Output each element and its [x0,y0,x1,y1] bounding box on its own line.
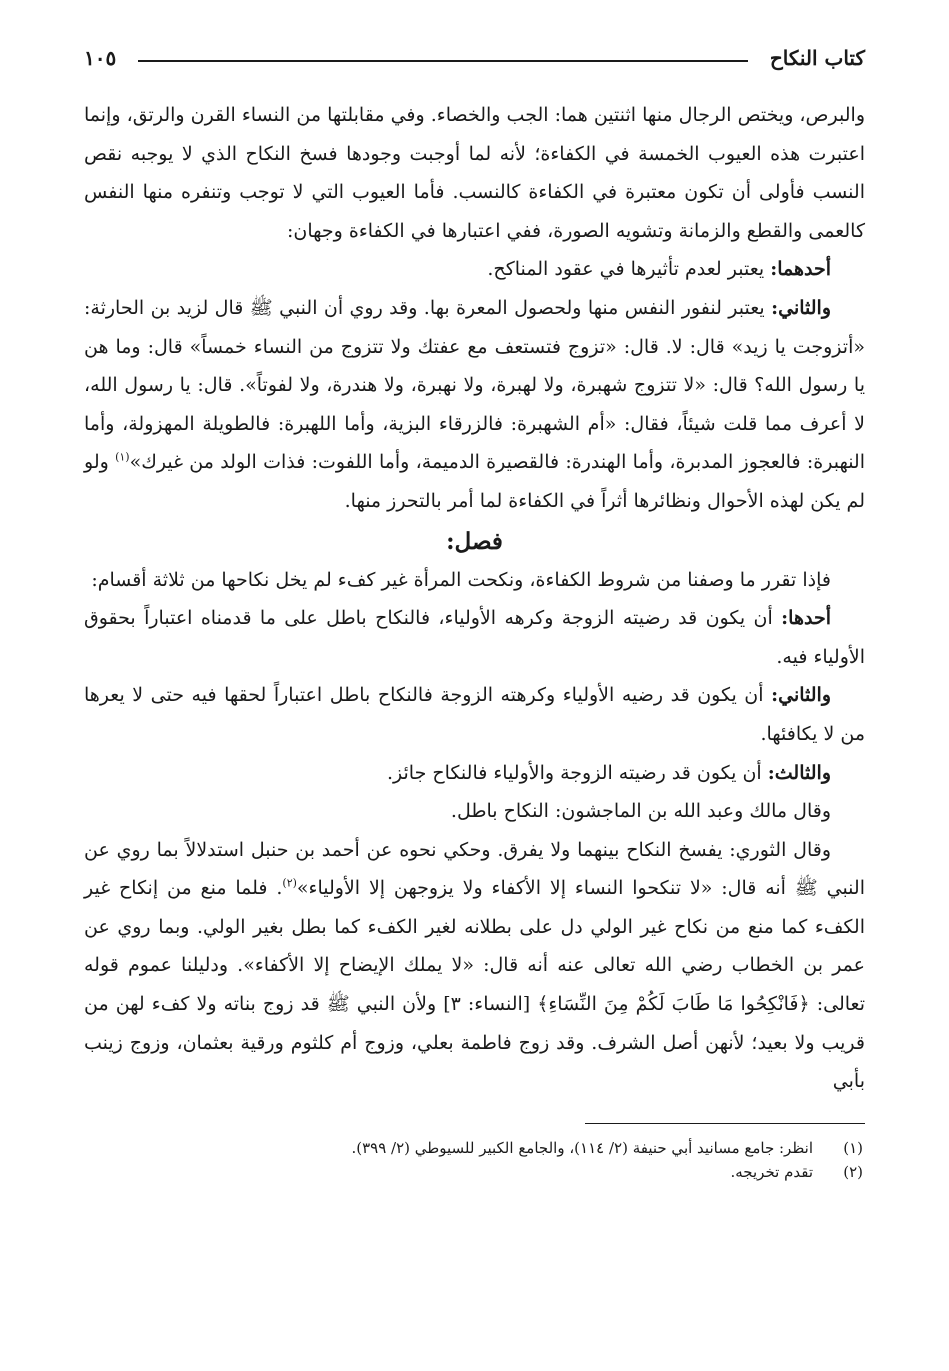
term-label: والثاني: [771,296,831,319]
term-label: والثالث: [767,761,831,784]
section-heading: فصل: [446,527,503,555]
footnote-text: تقدم تخريجه. [730,1162,813,1181]
term-label: والثاني: [771,684,831,707]
paragraph: والثاني: أن يكون قد رضيه الأولياء وكرهته الزوجة فالنكاح باطل اعتباراً لحقها فيه حتى لا يعرها من لا يكافئها. [84,684,865,745]
term-label: أحدهما: [770,258,831,281]
page-number: ١٠٥ [84,46,117,70]
footnote [84,1160,865,1184]
paragraph: وقال مالك وعبد الله بن الماجشون: النكاح باطل. [450,800,831,823]
footnote-ref: (٢) [282,876,297,890]
paragraph: أحدها: أن يكون قد رضيته الزوجة وكرهه الأولياء، فالنكاح باطل على ما قدمناه اعتباراً بحقوق الأولياء فيه. [84,607,865,668]
footnote-number: (٢) [843,1162,863,1181]
page [84,38,865,1184]
footnote-text: انظر: جامع مسانيد أبي حنيفة (٢/ ١١٤)، والجامع الكبير للسيوطي (٢/ ٣٩٩). [351,1138,813,1157]
chapter-title: كتاب النكاح [769,46,865,70]
running-header [84,38,865,78]
paragraph: والثاني: يعتبر لنفور النفس منها ولحصول المعرة بها. وقد روي أن النبي ﷺ قال لزيد بن الحارثة: «أتزوجت يا زيد» قال: لا. قال: «تزوج فتستعف مع عفتك ولا تتزوج من النساء خمساً» قال: وما هن يا رسول الله؟ قال: «لا تتزوج شهبرة، ولا لهبرة، ولا نهبرة، ولا هندرة، ولا لفوتاً». قال: يا رسول الله، لا أعرف مما قلت شيئاً، فقال: «أم الشهبرة: فالزرقاء البزية، وأما اللهبرة: فالطويلة المهزولة، وأما النهبرة: فالعجوز المدبرة، وأما الهندرة: فالقصيرة الدميمة، وأما اللفوت: فذات الولد من غيرك»$^{(١)}$ ولو لم يكن لهذه الأحوال ونظائرها أثراً في الكفاءة لما أمر بالتحرز منها. [84,296,866,512]
header-rule [138,60,748,62]
paragraph: والبرص، ويختص الرجال منها اثنتين هما: الجب والخصاء. وفي مقابلتها من النساء القرن والرتق، وإنما اعتبرت هذه العيوب الخمسة في الكفاءة؛ لأنه لما أوجبت وجودها فسخ النكاح الذي لا يوجبه نقص النسب فأولى أن تكون معتبرة في الكفاءة كالنسب. فأما العيوب التي لا توجب وتنفره منها النفس كالعمى والقطع والزمانة وتشويه الصورة، ففي اعتبارها في الكفاءة وجهان: [84,104,865,242]
term-label: أحدها: [781,607,831,630]
main-text [84,96,865,1101]
paragraph: والثالث: أن يكون قد رضيته الزوجة والأولياء فالنكاح جائز. [386,761,831,784]
footnote-number: (١) [843,1138,863,1157]
footnote [84,1136,865,1160]
footnote-ref: (١) [115,451,130,465]
paragraph: أحدهما: يعتبر لعدم تأثيرها في عقود المناكح. [487,258,831,281]
footnote-separator [585,1123,865,1124]
paragraph: فإذا تقرر ما وصفنا من شروط الكفاءة، ونكحت المرأة غير كفء لم يخل نكاحها من ثلاثة أقسام: [91,568,831,591]
paragraph: وقال الثوري: يفسخ النكاح بينهما ولا يفرق. وحكي نحوه عن أحمد بن حنبل استدلالاً بما روي عن النبي ﷺ أنه قال: «لا تنكحوا النساء إلا الأكفاء ولا يزوجهن إلا الأولياء»$^{(٢)}$. فلما منع من إنكاح غير الكفء كما منع من نكاح غير الولي دل على بطلانه لغير الكفء كما بطل بغير الولي. وبما روي عن عمر بن الخطاب رضي الله تعالى عنه أنه قال: «لا يملك الإيضاح إلا الأكفاء». ودليلنا عموم قوله تعالى: ﴿فَانْكِحُوا مَا طَابَ لَكُمْ مِنَ النِّسَاءِ﴾ [النساء: ٣] ولأن النبي ﷺ قد زوج بناته ولا كفء لهن من قريب ولا بعيد؛ لأنهن أصل الشرف. وقد زوج فاطمة بعلي، وزوج أم كلثوم ورقية بعثمان، وزوج زينب بأبي [84,838,865,1093]
